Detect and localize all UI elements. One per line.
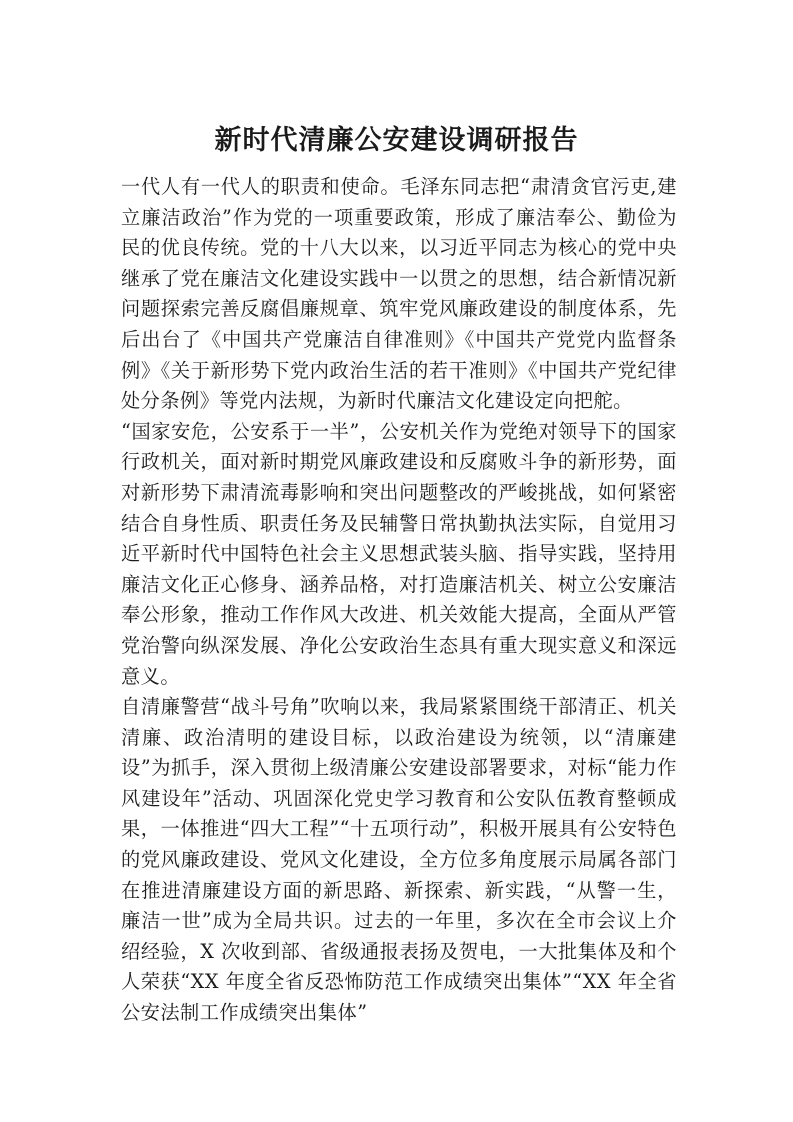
paragraph-1: 一代人有一代人的职责和使命。毛泽东同志把“肃清贪官污吏,建立廉洁政治”作为党的一项重要政策，形成了廉洁奉公、勤俭为民的优良传统。党的十八大以来，以习近平同志为核心的党中央继承了党在廉洁文化建设实践中一以贯之的思想，结合新情况新问题探索完善反腐倡廉规章、筑牢党风廉政建设的制度体系，先后出台了《中国共产党廉洁自律准则》《中国共产党党内监督条例》《关于新形势下党内政治生活的若干准则》《中国共产党纪律处分条例》等党内法规，为新时代廉洁文化建设定向把舵。: [121, 175, 677, 413]
document-body: [121, 172, 677, 1029]
paragraph-3: 自清廉警营“战斗号角”吹响以来，我局紧紧围绕干部清正、机关清廉、政治清明的建设目标，以政治建设为统领，以“清廉建设”为抓手，深入贯彻上级清廉公安建设部署要求，对标“能力作风建设年”活动、巩固深化党史学习教育和公安队伍教育整顿成果，一体推进“四大工程”“十五项行动”，积极开展具有公安特色的党风廉政建设、党风文化建设，全方位多角度展示局属各部门在推进清廉建设方面的新思路、新探索、新实践，“从警一生，廉洁一世”成为全局共识。过去的一年里，多次在全市会议上介绍经验，X 次收到部、省级通报表扬及贺电，一大批集体及和个人荣获“XX 年度全省反恐怖防范工作成绩突出集体”“XX 年全省公安法制工作成绩突出集体”: [121, 695, 677, 1025]
document-title: 新时代清廉公安建设调研报告: [214, 125, 579, 156]
paragraph-2: “国家安危，公安系于一半”，公安机关作为党绝对领导下的国家行政机关，面对新时期党风廉政建设和反腐败斗争的新形势，面对新形势下肃清流毒影响和突出问题整改的严峻挑战，如何紧密结合自身性质、职责任务及民辅警日常执勤执法实际，自觉用习近平新时代中国特色社会主义思想武装头脑、指导实践，坚持用廉洁文化正心修身、涵养品格，对打造廉洁机关、树立公安廉洁奉公形象，推动工作作风大改进、机关效能大提高，全面从严管党治警向纵深发展、净化公安政治生态具有重大现实意义和深远意义。: [121, 419, 677, 688]
